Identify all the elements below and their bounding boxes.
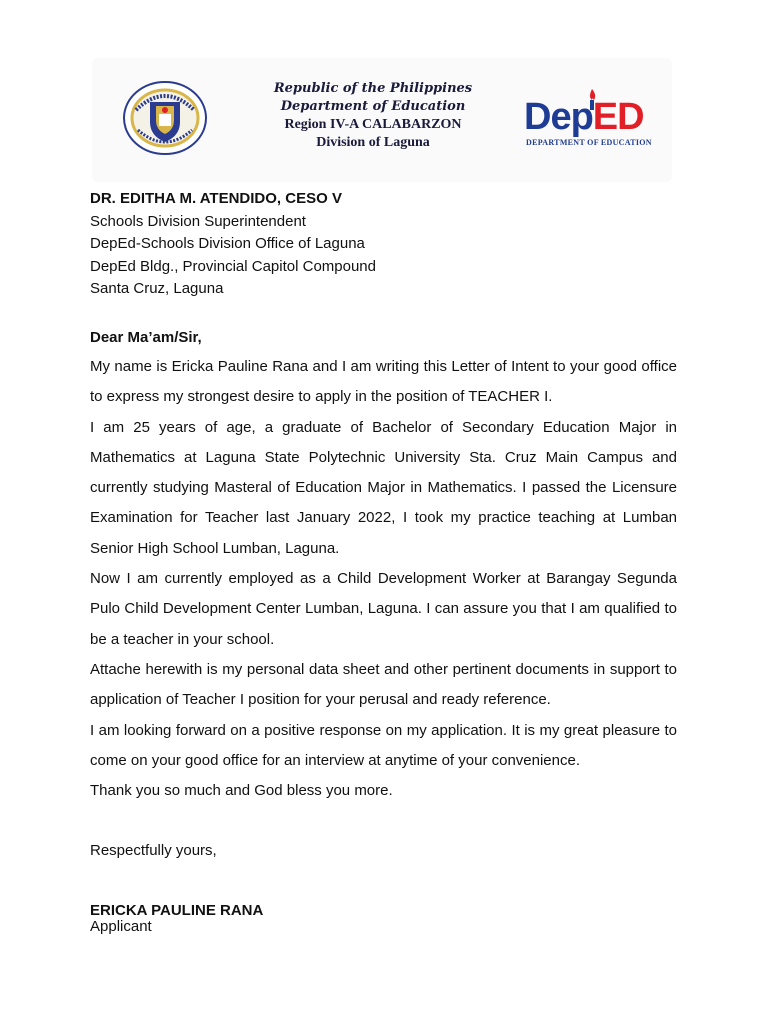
signer-title: Applicant: [90, 918, 152, 935]
deped-logo: [522, 88, 662, 148]
header-line-republic: Republic of the Philippines: [273, 81, 473, 96]
paragraph-request: I am looking forward on a positive response on my application. It is my great pleasure to come on your good office for an interview at anytime of your convenience.: [90, 721, 677, 769]
letter-body: [90, 352, 677, 806]
recipient-office: DepEd-Schools Division Office of Laguna: [90, 235, 365, 252]
paragraph-attachments: Attache herewith is my personal data sheet and other pertinent documents in support to application of Teacher I position for your perusal and ready reference.: [90, 660, 677, 709]
closing: Respectfully yours,: [90, 842, 217, 859]
recipient-name: DR. EDITHA M. ATENDIDO, CESO V: [90, 190, 342, 207]
header-line-department: Department of Education: [280, 99, 466, 114]
deped-wordmark: [524, 98, 644, 136]
paragraph-employment: Now I am currently employed as a Child Development Worker at Barangay Segunda Pulo Child Development Center Lumban, Laguna. I can assure you that I am qualified to be a teacher in your school.: [90, 570, 677, 648]
salutation: Dear Ma’am/Sir,: [90, 329, 202, 346]
logo-subtitle: DEPARTMENT OF EDUCATION: [526, 138, 652, 147]
recipient-building: DepEd Bldg., Provincial Capitol Compound: [90, 258, 376, 275]
letterhead-title-block: [268, 80, 478, 152]
logo-ed: ED: [592, 96, 644, 138]
signer-name: ERICKA PAULINE RANA: [90, 902, 264, 919]
recipient-city: Santa Cruz, Laguna: [90, 280, 224, 297]
header-line-region: Region IV-A CALABARZON: [284, 117, 462, 132]
deped-seal-icon: [122, 80, 208, 156]
logo-p: p: [570, 96, 593, 138]
paragraph-intro: My name is Ericka Pauline Rana and I am writing this Letter of Intent to your good office to express my strongest desire to apply in the position of TEACHER I.: [90, 358, 677, 406]
letterhead: [92, 58, 672, 182]
paragraph-thanks: Thank you so much and God bless you more.: [90, 782, 393, 800]
header-line-division: Division of Laguna: [316, 135, 430, 150]
paragraph-education: I am 25 years of age, a graduate of Bachelor of Secondary Education Major in Mathematics at Laguna State Polytechnic University Sta. Cruz Main Campus and currently studying Masteral of Education Major in Mathematics. I passed the Licensure Examination for Teacher last January 2022, I took my practice teaching at Lumban Senior High School Lumban, Laguna.: [90, 418, 677, 557]
recipient-title: Schools Division Superintendent: [90, 213, 306, 230]
logo-de: De: [524, 96, 571, 138]
